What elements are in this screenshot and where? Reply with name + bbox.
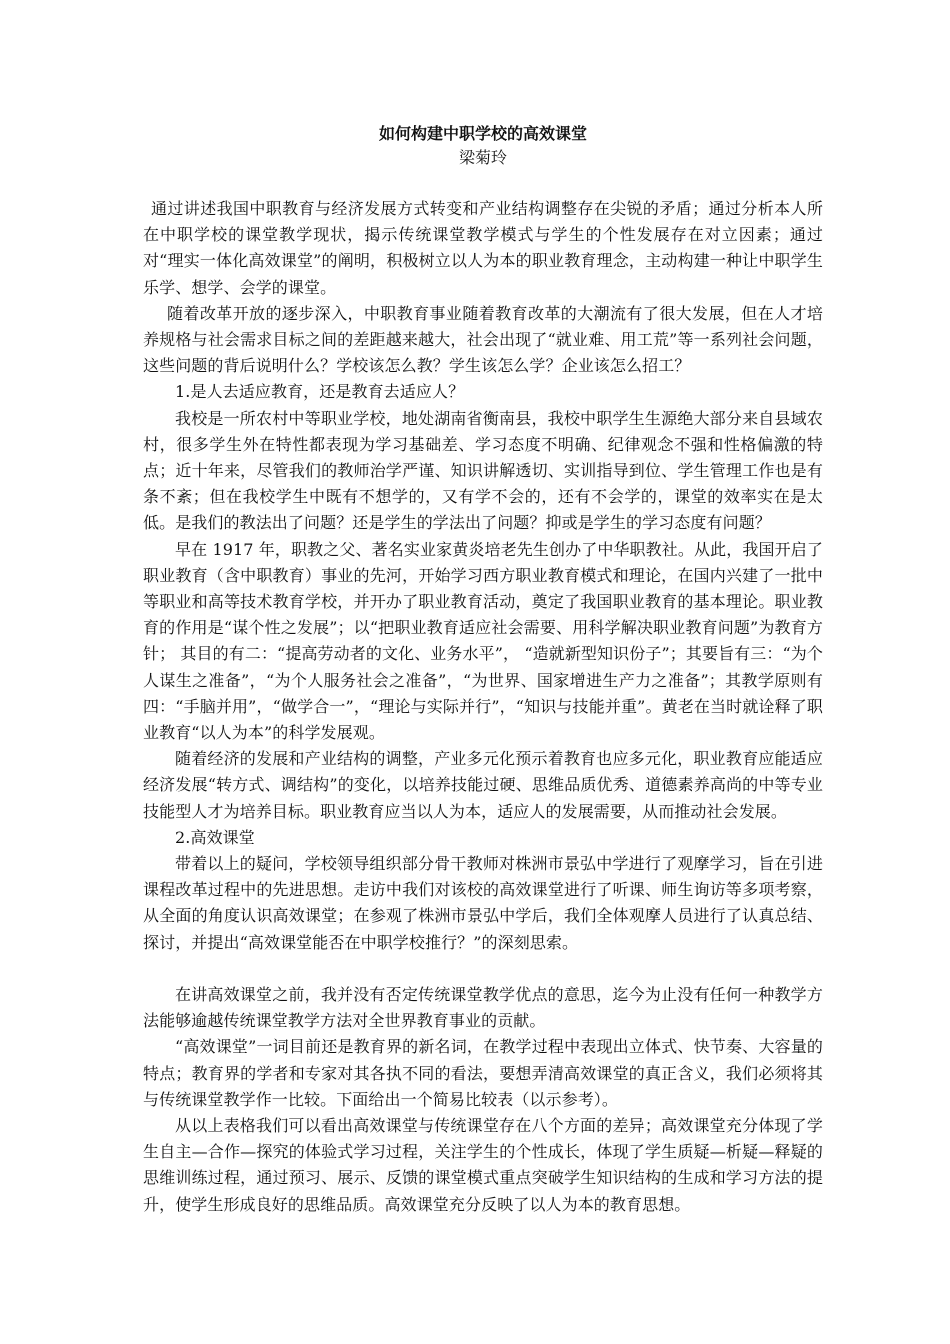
paragraph-abstract: 通过讲述我国中职教育与经济发展方式转变和产业结构调整存在尖锐的矛盾；通过分析本人所在中职学校的课堂教学现状，揭示传统课堂教学模式与学生的个性发展存在对立因素；通过对“理实一体化高效课堂”的阐明，积极树立以人为本的职业教育理念，主动构建一种让中职学生乐学、想学、会学的课堂。 [143, 199, 823, 297]
paragraph: “高效课堂”一词目前还是教育界的新名词，在教学过程中表现出立体式、快节奏、大容量的特点；教育界的学者和专家对其各执不同的看法，要想弄清高效课堂的真正含义，我们必须将其与传统课堂教学作一比较。下面给出一个简易比较表（以示参考）。 [143, 1037, 823, 1109]
paragraph: 早在 1917 年，职教之父、著名实业家黄炎培老先生创办了中华职教社。从此，我国开启了职业教育（含中职教育）事业的先河，开始学习西方职业教育模式和理论，在国内兴建了一批中等职业和高等技术教育学校，并开办了职业教育活动，奠定了我国职业教育的基本理论。职业教育的作用是“谋个性之发展”；以“把职业教育适应社会需要、用科学解决职业教育问题”为教育方针； 其目的有二：“提高劳动者的文化、业务水平”， “造就新型知识份子”；其要旨有三：“为个人谋生之准备”，“为个人服务社会之准备”，“为世界、国家增进生产力之准备”；其教学原则有四：“手脑并用”，“做学合一”，“理论与实际并行”，“知识与技能并重”。黄老在当时就诠释了职业教育“以人为本”的科学发展观。 [143, 539, 823, 743]
section-heading-1: 1.是人去适应教育，还是教育去适应人？ [175, 382, 465, 402]
paragraph: 带着以上的疑问，学校领导组织部分骨干教师对株洲市景弘中学进行了观摩学习，旨在引进课程改革过程中的先进思想。走访中我们对该校的高效课堂进行了听课、师生询访等多项考察，从全面的角度认识高效课堂；在参观了株洲市景弘中学后，我们全体观摩人员进行了认真总结、探讨，并提出“高效课堂能否在中职学校推行？”的深刻思索。 [143, 854, 823, 952]
document-author: 梁菊玲 [458, 148, 507, 167]
paragraph: 我校是一所农村中等职业学校，地处湖南省衡南县，我校中职学生生源绝大部分来自县域农村，很多学生外在特性都表现为学习基础差、学习态度不明确、纪律观念不强和性格偏激的特点；近十年来，尽管我们的教师治学严谨、知识讲解透切、实训指导到位、学生管理工作也是有条不紊；但在我校学生中既有不想学的，又有学不会的，还有不会学的，课堂的效率实在是太低。是我们的教法出了问题？还是学生的学法出了问题？抑或是学生的学习态度有问题？ [143, 408, 823, 533]
document-title: 如何构建中职学校的高效课堂 [378, 124, 587, 143]
section-heading-2: 2.高效课堂 [175, 827, 255, 847]
paragraph: 从以上表格我们可以看出高效课堂与传统课堂存在八个方面的差异；高效课堂充分体现了学生自主—合作—探究的体验式学习过程，关注学生的个性成长，体现了学生质疑—析疑—释疑的思维训练过程，通过预习、展示、反馈的课堂模式重点突破学生知识结构的生成和学习方法的提升，使学生形成良好的思维品质。高效课堂充分反映了以人为本的教育思想。 [143, 1115, 823, 1214]
paragraph: 随着经济的发展和产业结构的调整，产业多元化预示着教育也应多元化，职业教育应能适应经济发展“转方式、调结构”的变化，以培养技能过硬、思维品质优秀、道德素养高尚的中等专业技能型人才为培养目标。职业教育应当以人为本，适应人的发展需要，从而推动社会发展。 [143, 749, 823, 821]
paragraph-intro: 随着改革开放的逐步深入，中职教育事业随着教育改革的大潮流有了很大发展，但在人才培养规格与社会需求目标之间的差距越来越大，社会出现了“就业难、用工荒”等一系列社会问题，这些问题的背后说明什么？学校该怎么教？学生该怎么学？企业该怎么招工？ [143, 303, 823, 376]
document-page [143, 122, 823, 1218]
paragraph: 在讲高效课堂之前，我并没有否定传统课堂教学优点的意思，迄今为止没有任何一种教学方法能够逾越传统课堂教学方法对全世界教育事业的贡献。 [143, 984, 823, 1031]
document-body [143, 196, 823, 1218]
